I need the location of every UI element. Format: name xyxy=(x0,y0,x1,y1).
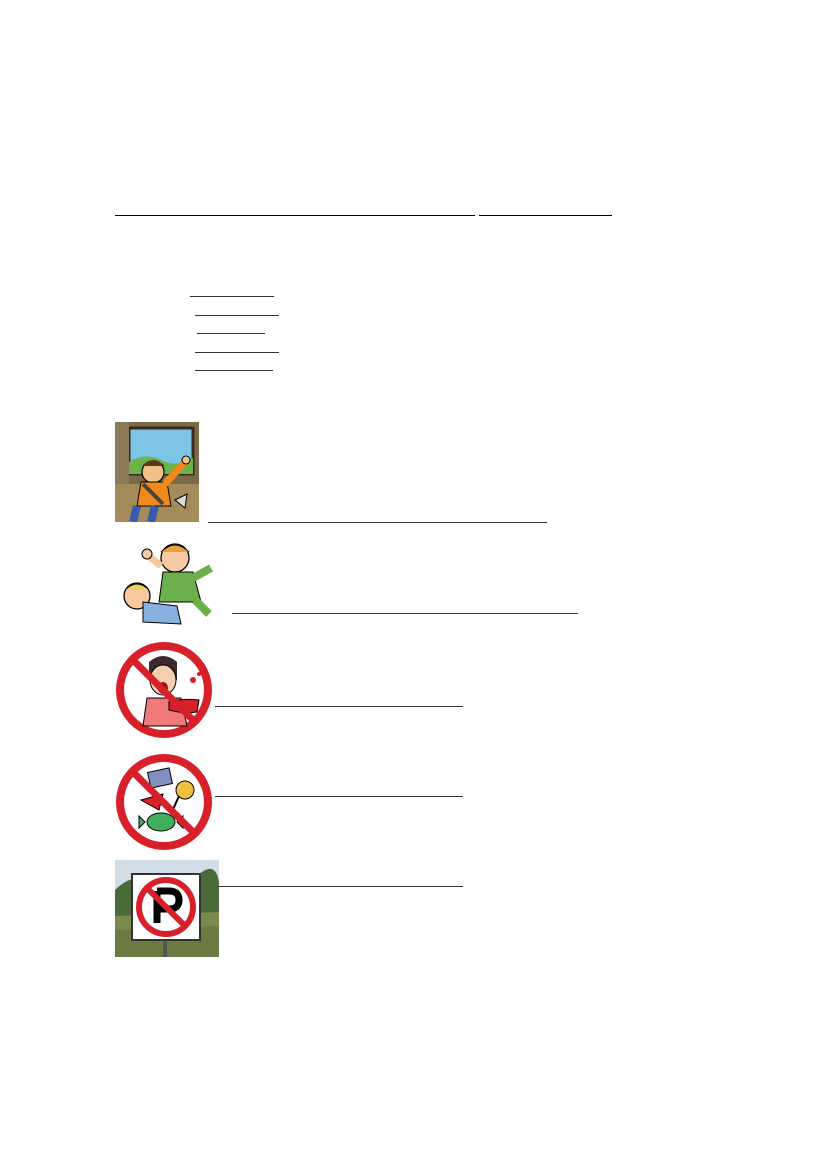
answer-line-2[interactable] xyxy=(232,613,578,614)
no-candy-sign xyxy=(113,752,215,852)
list-item xyxy=(160,340,282,359)
answer-line-1[interactable] xyxy=(208,522,547,523)
seatbelt-boy-picture xyxy=(115,422,199,522)
answer-line-3[interactable] xyxy=(215,706,463,707)
name-field[interactable] xyxy=(115,204,475,216)
list-item xyxy=(160,321,282,340)
fighting-kids-picture xyxy=(113,536,213,628)
list-item xyxy=(160,303,282,322)
name-date-line xyxy=(115,204,612,219)
answer-blank[interactable] xyxy=(195,358,273,371)
list-item xyxy=(160,358,282,377)
list-item xyxy=(160,284,282,303)
answer-line-4[interactable] xyxy=(215,796,463,797)
answer-blank[interactable] xyxy=(195,340,279,353)
answer-blank[interactable] xyxy=(190,284,274,297)
answer-blank[interactable] xyxy=(197,321,265,334)
no-shouting-sign xyxy=(113,640,215,740)
no-parking-sign xyxy=(115,860,219,957)
sentence-list xyxy=(160,284,282,377)
answer-blank[interactable] xyxy=(195,303,279,316)
answer-line-5[interactable] xyxy=(218,886,463,887)
date-field[interactable] xyxy=(479,204,612,216)
